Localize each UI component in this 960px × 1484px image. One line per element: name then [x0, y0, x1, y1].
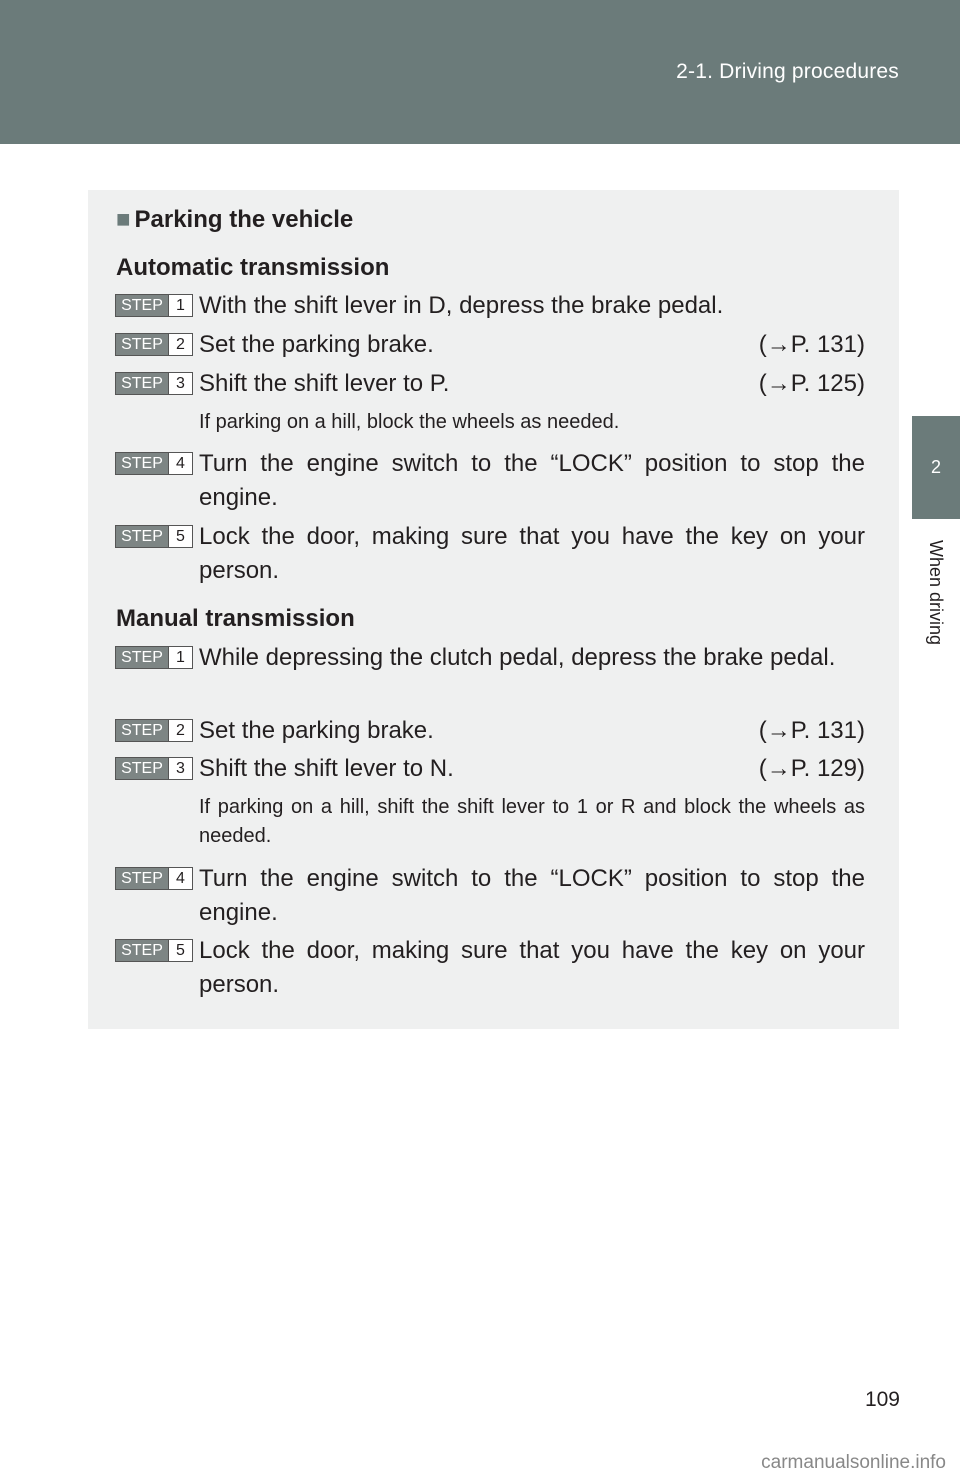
auto-note: If parking on a hill, block the wheels as needed.: [199, 411, 620, 433]
auto-step-2: [115, 328, 865, 362]
step-text: Shift the shift lever to P. (→P. 125): [199, 367, 865, 401]
section-title: [116, 206, 353, 234]
content-box: [88, 190, 899, 1029]
automatic-heading: Automatic transmission: [116, 254, 390, 281]
section-title-text: Parking the vehicle: [134, 206, 354, 233]
step-text: Shift the shift lever to N. (→P. 129): [199, 752, 865, 786]
step-text: Set the parking brake. (→P. 131): [199, 714, 865, 748]
step-text: While depressing the clutch pedal, depress the brake pedal.: [199, 644, 836, 671]
step-badge: STEP 5: [115, 525, 193, 548]
page-reference: (→P. 131): [758, 331, 865, 358]
auto-step-5: [115, 520, 865, 584]
step-badge: STEP 4: [115, 452, 193, 475]
chapter-tab-number: 2: [912, 416, 960, 519]
page-reference: (→P. 131): [758, 717, 865, 744]
chapter-title: 2-1. Driving procedures: [676, 60, 899, 83]
manual-note: If parking on a hill, shift the shift lever to 1 or R and block the wheels as needed.: [199, 796, 865, 847]
step-text: Lock the door, making sure that you have the key on your person.: [199, 523, 865, 584]
step-text: With the shift lever in D, depress the brake pedal.: [199, 292, 724, 319]
page-header: [0, 0, 960, 144]
step-badge: STEP 1: [115, 646, 193, 669]
step-badge: STEP 2: [115, 333, 193, 356]
manual-step-1: [115, 641, 865, 675]
manual-step-3: [115, 752, 865, 786]
chapter-tab-label-text: When driving: [926, 539, 947, 645]
manual-heading: Manual transmission: [116, 605, 355, 632]
step-badge: STEP 1: [115, 294, 193, 317]
step-badge: STEP 2: [115, 719, 193, 742]
manual-step-5: [115, 934, 865, 998]
step-badge: STEP 5: [115, 939, 193, 962]
step-badge: STEP 3: [115, 372, 193, 395]
page-reference: (→P. 125): [758, 370, 865, 397]
step-text: Set the parking brake. (→P. 131): [199, 328, 865, 362]
auto-step-4: [115, 447, 865, 511]
manual-step-4: [115, 862, 865, 926]
auto-step-1: [115, 289, 865, 323]
square-bullet-icon: ■: [116, 206, 131, 233]
step-badge: STEP 3: [115, 757, 193, 780]
step-badge: STEP 4: [115, 867, 193, 890]
step-text: Turn the engine switch to the “LOCK” position to stop the engine.: [199, 450, 865, 511]
step-text: Lock the door, making sure that you have the key on your person.: [199, 937, 865, 998]
watermark: carmanualsonline.info: [761, 1452, 946, 1473]
chapter-tab-label: [912, 519, 960, 665]
step-text: Turn the engine switch to the “LOCK” position to stop the engine.: [199, 865, 865, 926]
auto-step-3: [115, 367, 865, 401]
manual-step-2: [115, 714, 865, 748]
page-reference: (→P. 129): [758, 755, 865, 782]
page-number: 109: [864, 1388, 900, 1411]
